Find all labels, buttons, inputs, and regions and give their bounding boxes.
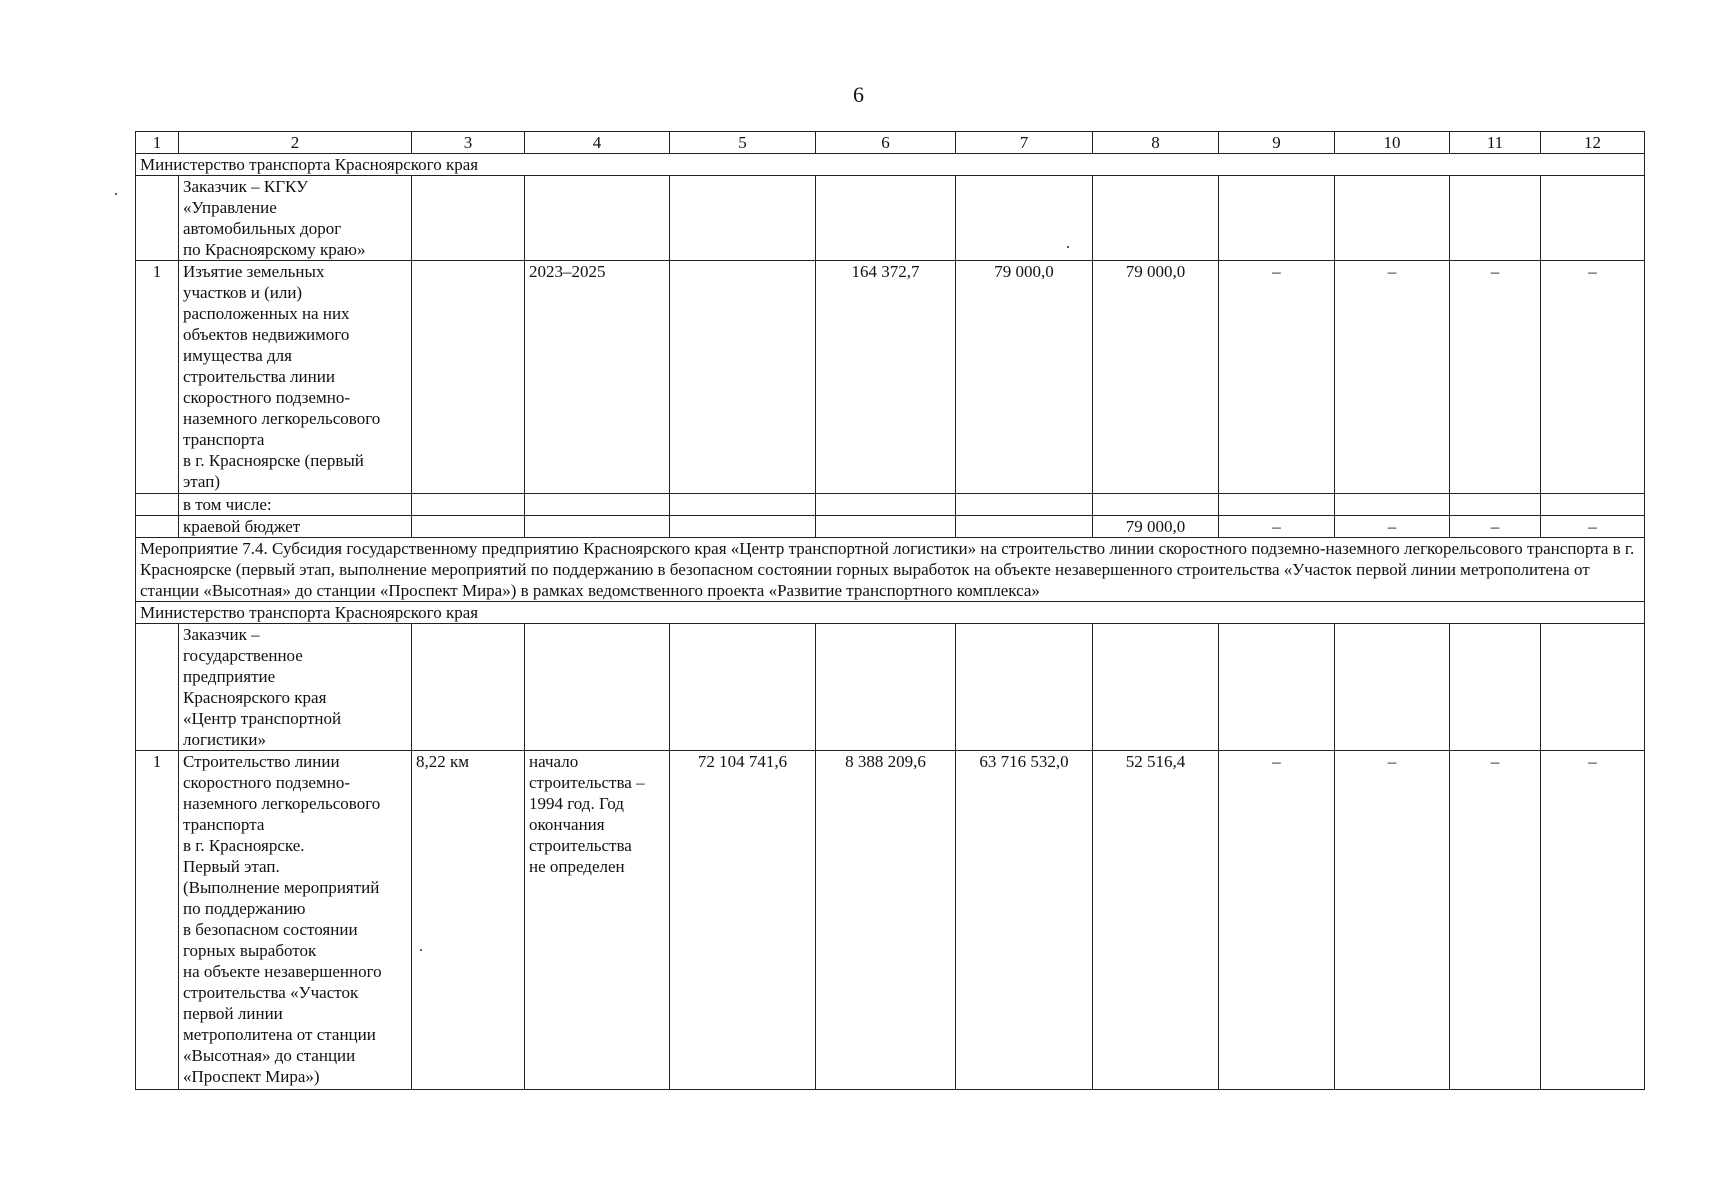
column-number: 10 [1335, 132, 1450, 154]
cell-value: 8 388 209,6 [816, 751, 956, 1090]
cell-value: – [1450, 751, 1541, 1090]
customer-name: Заказчик – КГКУ «Управление автомобильных дорог по Красноярскому краю» [179, 176, 412, 261]
cell-value: – [1335, 751, 1450, 1090]
row-number: 1 [136, 751, 179, 1090]
column-number: 4 [525, 132, 670, 154]
column-number: 1 [136, 132, 179, 154]
column-number: 12 [1541, 132, 1645, 154]
cell-value: – [1450, 516, 1541, 538]
including-label: в том числе: [179, 494, 412, 516]
column-number: 6 [816, 132, 956, 154]
object-name: Изъятие земельных участков и (или) расположенных на них объектов недвижимого имущества для строительства линии скоростного подземно- наземного легкорельсового транспорта в г. Красноярске (первый этап) [179, 261, 412, 494]
period: 2023–2025 [525, 261, 670, 494]
measure-description: Мероприятие 7.4. Субсидия государственному предприятию Красноярского края «Центр транспортной логистики» на строительство линии скоростного подземно-наземного легкорельсового транспорта в г. Красноярске (первый этап, выполнение мероприятий по поддержанию в безопасном состоянии горных выработок на объекте незавершенного строительства «Участок первой линии метрополитена от станции «Высотная» до станции «Проспект Мира») в рамках ведомственного проекта «Развитие транспортного комплекса» [136, 538, 1645, 602]
row-number: 1 [136, 261, 179, 494]
cell-value: 164 372,7 [816, 261, 956, 494]
including-row [136, 494, 1645, 516]
column-number: 9 [1219, 132, 1335, 154]
budget-row [136, 516, 1645, 538]
ministry-row [136, 602, 1645, 624]
cell-value: – [1541, 261, 1645, 494]
column-number: 3 [412, 132, 525, 154]
table-row [136, 751, 1645, 1090]
table-row [136, 261, 1645, 494]
column-number-row [136, 132, 1645, 154]
cell-value: 72 104 741,6 [670, 751, 816, 1090]
column-number: 5 [670, 132, 816, 154]
cell-value: 79 000,0 [1093, 516, 1219, 538]
scan-artifact-dot [115, 193, 117, 195]
ministry-name: Министерство транспорта Красноярского края [136, 602, 1645, 624]
column-number: 7 [956, 132, 1093, 154]
column-number: 11 [1450, 132, 1541, 154]
cell-value: 79 000,0 [1093, 261, 1219, 494]
cell-value: – [1450, 261, 1541, 494]
customer-name: Заказчик – государственное предприятие Красноярского края «Центр транспортной логистики» [179, 624, 412, 751]
ministry-row [136, 154, 1645, 176]
measure-row [136, 538, 1645, 602]
column-number: 8 [1093, 132, 1219, 154]
customer-row [136, 176, 1645, 261]
cell-value: – [1541, 516, 1645, 538]
cell-value: – [1219, 261, 1335, 494]
cell-value: – [1541, 751, 1645, 1090]
cell-value: 79 000,0 [956, 261, 1093, 494]
program-table [135, 131, 1645, 1090]
capacity [412, 261, 525, 494]
cell-value [670, 261, 816, 494]
object-name: Строительство линии скоростного подземно- наземного легкорельсового транспорта в г. Красноярске. Первый этап. (Выполнение мероприятий по поддержанию в безопасном состоянии горных выработок на объекте незавершенного строительства «Участок первой линии метрополитена от станции «Высотная» до станции «Проспект Мира») [179, 751, 412, 1090]
page-number: 6 [853, 82, 864, 107]
ministry-name: Министерство транспорта Красноярского края [136, 154, 1645, 176]
customer-row [136, 624, 1645, 751]
cell-value: – [1335, 516, 1450, 538]
cell-value: – [1219, 751, 1335, 1090]
period: начало строительства – 1994 год. Год окончания строительства не определен [525, 751, 670, 1090]
cell-value: 63 716 532,0 [956, 751, 1093, 1090]
capacity: 8,22 км [412, 751, 525, 1090]
budget-label: краевой бюджет [179, 516, 412, 538]
cell-value: 52 516,4 [1093, 751, 1219, 1090]
cell-value: – [1219, 516, 1335, 538]
column-number: 2 [179, 132, 412, 154]
cell-value: – [1335, 261, 1450, 494]
